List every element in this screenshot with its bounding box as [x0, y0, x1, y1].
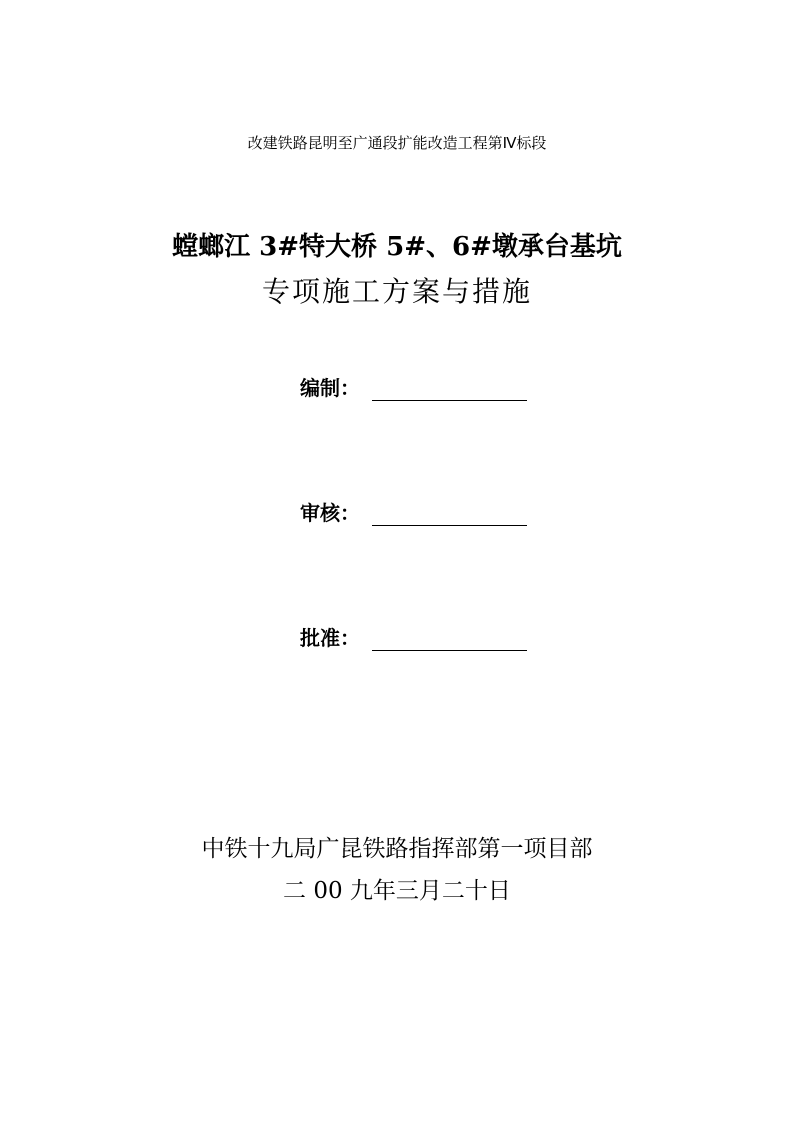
reviewed-by-label: 审核： — [300, 501, 360, 525]
compiled-by-label: 编制： — [300, 376, 360, 400]
issue-date: 二 00 九年三月二十日 — [283, 878, 511, 904]
reviewed-by-signature-line — [372, 525, 527, 526]
signature-row-approved — [300, 625, 540, 655]
issuing-organization: 中铁十九局广昆铁路指挥部第一项目部 — [201, 836, 593, 862]
signature-row-reviewed — [300, 500, 540, 530]
approved-by-signature-line — [372, 650, 527, 651]
project-subtitle: 改建铁路昆明至广通段扩能改造工程第Ⅳ标段 — [247, 134, 547, 152]
document-title-line-2: 专项施工方案与措施 — [261, 275, 532, 308]
document-title-line-1: 螳螂江 3#特大桥 5#、6#墩承台基坑 — [172, 232, 622, 262]
compiled-by-signature-line — [372, 400, 527, 401]
approved-by-label: 批准： — [300, 626, 360, 650]
signature-row-compiled — [300, 375, 540, 405]
